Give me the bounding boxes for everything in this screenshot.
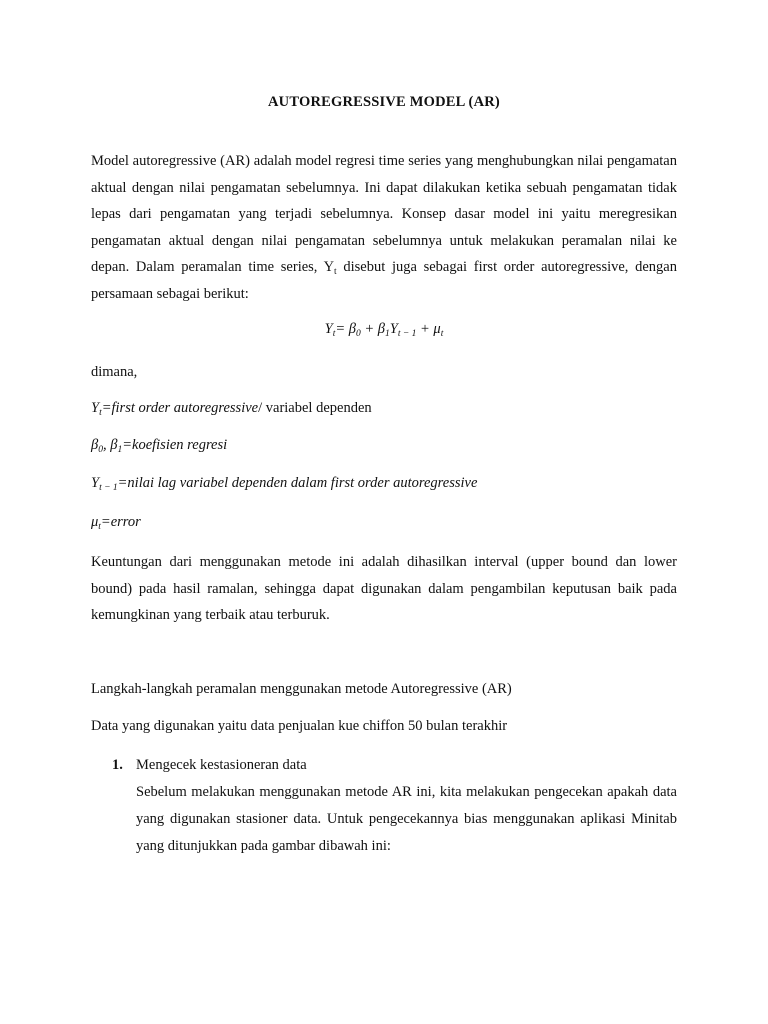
- list-item-heading: Mengecek kestasioneran data: [136, 757, 307, 773]
- def-ylag-sub: t − 1: [99, 483, 118, 493]
- def-y-text: =first order autoregressive: [101, 400, 259, 416]
- langkah-heading: Langkah-langkah peramalan menggunakan metode Autoregressive (AR): [91, 681, 512, 697]
- dimana-label: dimana,: [91, 364, 138, 380]
- definition-y: [91, 400, 372, 417]
- eq-sub-t2: t: [440, 329, 444, 339]
- intro-text-after: disebut juga sebagai first order autoregressive, dengan persamaan sebagai berikut:: [91, 259, 677, 302]
- ar-equation: [0, 321, 768, 338]
- def-mu-symbol: μ: [91, 514, 99, 530]
- eq-beta0: = β: [335, 321, 356, 337]
- def-beta-text: =koefisien regresi: [122, 437, 228, 453]
- def-beta1-sub: 1: [117, 445, 123, 455]
- eq-beta1: + β: [360, 321, 385, 337]
- definition-error: [91, 514, 141, 531]
- def-y-symbol: Y: [91, 400, 100, 416]
- eq-sub-1: 1: [385, 329, 390, 339]
- list-item-body: Sebelum melakukan menggunakan metode AR ini, kita melakukan pengecekan apakah data yang digunakan stasioner data. Untuk pengecekannya bias menggunakan aplikasi Minitab yang ditunjukkan pada gambar dibawah ini:: [136, 784, 677, 854]
- eq-y-lag: Y: [389, 321, 398, 337]
- eq-mu: + μ: [416, 321, 441, 337]
- intro-text-before: Model autoregressive (AR) adalah model regresi time series yang menghubungkan nilai pengamatan aktual dengan nilai pengamatan sebelumnya. Ini dapat dilakukan ketika sebuah pengamatan tidak lepas dari pengamatan yang terjadi sebelumnya. Konsep dasar model ini yaitu meregresikan pengamatan aktual dengan nilai pengamatan sebelumnya untuk melakukan peramalan nilai ke depan. Dalam peramalan time series, Y: [91, 153, 677, 275]
- def-ylag-symbol: Y: [91, 475, 100, 491]
- def-y-sub: t: [99, 408, 102, 418]
- definition-y-lag: [91, 475, 477, 492]
- eq-sub-0: 0: [355, 329, 361, 339]
- list-number: 1.: [112, 757, 123, 773]
- def-mu-sub: t: [98, 522, 101, 532]
- eq-sub-t-minus-1: t − 1: [397, 329, 417, 339]
- definition-beta: [91, 437, 227, 454]
- def-beta0-sub: 0: [98, 445, 103, 455]
- def-beta1-symbol: , β: [102, 437, 118, 453]
- def-y-tail: / variabel dependen: [258, 400, 372, 416]
- intro-paragraph: [91, 148, 677, 307]
- document-title: AUTOREGRESSIVE MODEL (AR): [268, 94, 500, 110]
- def-error-text: =error: [100, 514, 141, 530]
- eq-sub-t: t: [332, 329, 336, 339]
- def-beta0-symbol: β: [91, 437, 99, 453]
- def-ylag-text: =nilai lag variabel dependen dalam first order autoregressive: [117, 475, 478, 491]
- keuntungan-paragraph: Keuntungan dari menggunakan metode ini adalah dihasilkan interval (upper bound dan lower bound) pada hasil ramalan, sehingga dapat digunakan dalam pengambilan keputusan baik pada kemungkinan yang terbaik atau terburuk.: [91, 554, 677, 623]
- eq-y: Y: [324, 321, 333, 337]
- intro-subscript: t: [334, 267, 337, 277]
- data-description: Data yang digunakan yaitu data penjualan kue chiffon 50 bulan terakhir: [91, 718, 508, 734]
